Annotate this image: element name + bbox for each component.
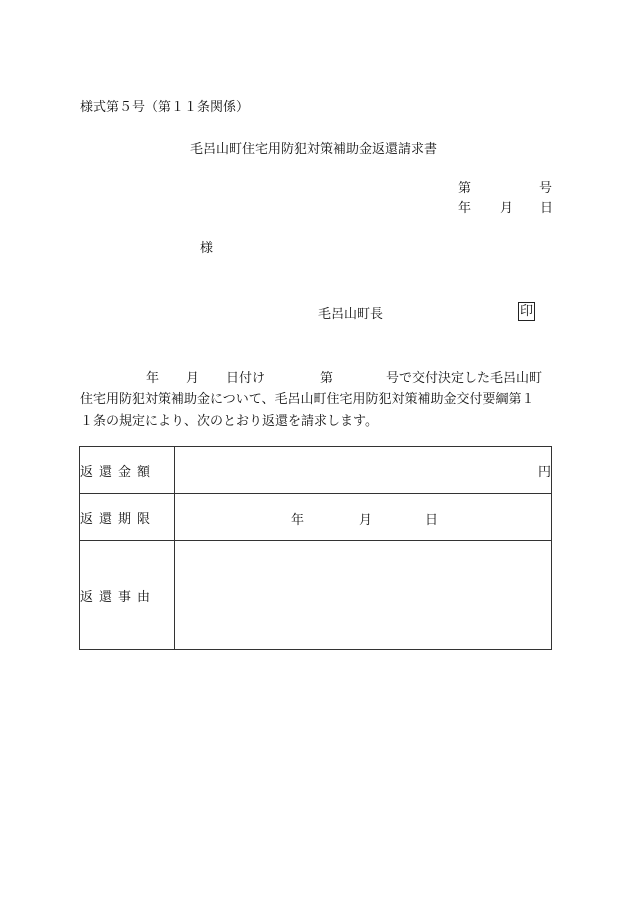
reason-field[interactable]: [175, 541, 552, 650]
period-label: 返還期限: [80, 494, 175, 541]
reason-label: 返還事由: [80, 541, 175, 650]
table-row-reason: [80, 541, 552, 650]
issuer-name: 毛呂山町長: [318, 307, 384, 322]
body-line-1-rest: 号で交付決定した毛呂山町: [386, 371, 543, 386]
date-year: 年: [458, 201, 472, 216]
period-month: 月: [359, 513, 373, 528]
body-dated: 日付け: [226, 371, 266, 386]
body-line-3: １条の規定により、次のとおり返還を請求します。: [80, 414, 378, 429]
form-number: 様式第５号（第１１条関係）: [80, 100, 250, 115]
table-row-period: [80, 494, 552, 541]
seal-mark: 印: [520, 304, 534, 319]
table-row-amount: [80, 447, 552, 494]
amount-unit: 円: [537, 464, 551, 480]
document-title: 毛呂山町住宅用防犯対策補助金返還請求書: [190, 142, 438, 157]
body-line-2: 住宅用防犯対策補助金について、毛呂山町住宅用防犯対策補助金交付要綱第１: [80, 392, 535, 407]
body-month: 月: [186, 371, 200, 386]
body-year: 年: [146, 371, 160, 386]
document-number-suffix: 号: [539, 181, 553, 196]
body-number-prefix: 第: [320, 371, 334, 386]
refund-details-table: [79, 446, 552, 650]
amount-label: 返還金額: [80, 447, 175, 494]
period-year: 年: [291, 513, 305, 528]
date-month: 月: [500, 201, 514, 216]
date-day: 日: [540, 201, 554, 216]
addressee-suffix: 様: [200, 241, 214, 256]
amount-field[interactable]: [175, 447, 552, 494]
period-day: 日: [425, 513, 439, 528]
period-field[interactable]: [175, 494, 552, 541]
document-number-prefix: 第: [458, 181, 472, 196]
